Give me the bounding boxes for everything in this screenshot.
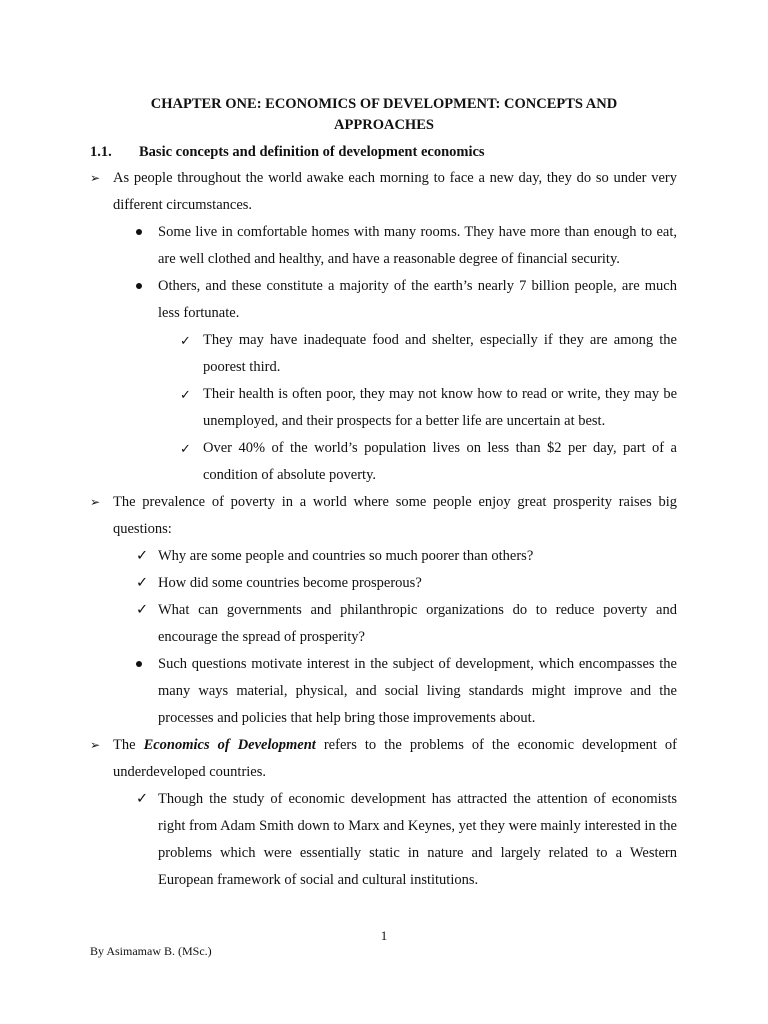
paragraph-text: Over 40% of the world’s population lives on less than $2 per day, part of a condition of absolute poverty.	[203, 440, 677, 483]
check-item	[136, 570, 677, 597]
page-number: 1	[380, 928, 388, 943]
footer-author: By Asimamaw B. (MSc.)	[90, 944, 212, 958]
chapter-title	[90, 94, 678, 136]
check-icon: ✓	[136, 791, 149, 807]
arrow-marker: ➢	[90, 495, 101, 509]
check-item	[136, 786, 677, 894]
arrow-item	[90, 165, 677, 219]
check-item	[180, 327, 677, 381]
check-icon: ✓	[180, 333, 191, 348]
paragraph-text: Others, and these constitute a majority of the earth’s nearly 7 billion people, are much less fortunate.	[158, 278, 677, 321]
check-icon: ✓	[136, 575, 149, 591]
bullet-item	[136, 651, 677, 732]
bullet-marker	[136, 273, 142, 300]
check-icon: ✓	[136, 602, 149, 618]
check-icon: ✓	[180, 387, 191, 402]
paragraph-text: As people throughout the world awake each morning to face a new day, they do so under very different circumstances.	[113, 170, 677, 213]
paragraph-text: What can governments and philanthropic organizations do to reduce poverty and encourage the spread of prosperity?	[158, 602, 677, 645]
chapter-title-line2: APPROACHES	[334, 117, 434, 133]
paragraph-text: Some live in comfortable homes with many rooms. They have more than enough to eat, are well clothed and healthy, and have a reasonable degree of financial security.	[158, 224, 677, 267]
paragraph-text-post: refers to the problems of the economic development of underdeveloped countries.	[113, 737, 678, 780]
arrow-item	[90, 489, 677, 543]
paragraph-text: Why are some people and countries so much poorer than others?	[158, 548, 534, 564]
arrow-marker: ➢	[90, 738, 101, 752]
arrow-marker: ➢	[90, 171, 101, 185]
bullet-item	[136, 219, 677, 273]
check-item	[180, 381, 677, 435]
bullet-item	[136, 273, 677, 327]
bullet-marker	[136, 651, 142, 678]
check-item	[136, 543, 677, 570]
paragraph-text: They may have inadequate food and shelter, especially if they are among the poorest third.	[203, 332, 677, 375]
chapter-title-line1: CHAPTER ONE: ECONOMICS OF DEVELOPMENT: CONCEPTS AND	[150, 96, 618, 112]
emphasis-term: Economics of Development	[143, 737, 316, 753]
section-title: Basic concepts and definition of development economics	[139, 144, 485, 160]
section-number: 1.1.	[90, 144, 112, 160]
paragraph-text-pre: The	[113, 737, 144, 753]
arrow-item	[90, 732, 677, 786]
check-icon: ✓	[180, 441, 191, 456]
bullet-marker	[136, 219, 142, 246]
document-body	[90, 165, 677, 894]
check-item	[136, 597, 677, 651]
paragraph-text: How did some countries become prosperous?	[158, 575, 422, 591]
paragraph-text: Though the study of economic development has attracted the attention of economists right from Adam Smith down to Marx and Keynes, yet they were mainly interested in the problems which were essentially static in nature and largely related to a Western European framework of social and cultural institutions.	[158, 791, 677, 888]
check-item	[180, 435, 677, 489]
section-heading	[90, 142, 690, 162]
paragraph-text: Such questions motivate interest in the subject of development, which encompasses the many ways material, physical, and social living standards might improve and the processes and policies that help bring those improvements about.	[158, 656, 677, 726]
check-icon: ✓	[136, 548, 149, 564]
paragraph-text: Their health is often poor, they may not know how to read or write, they may be unemployed, and their prospects for a better life are uncertain at best.	[203, 386, 677, 429]
paragraph-text: The prevalence of poverty in a world where some people enjoy great prosperity raises big questions:	[113, 494, 677, 537]
